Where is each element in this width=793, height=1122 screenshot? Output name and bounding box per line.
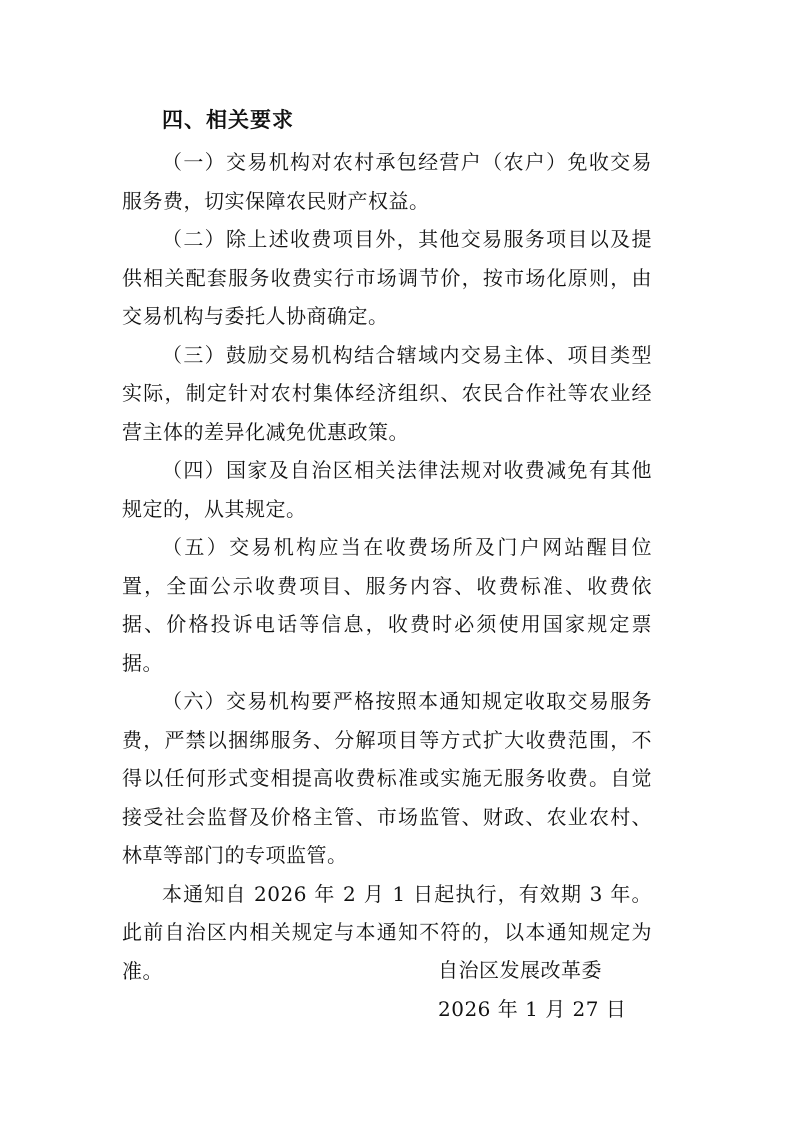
paragraph-item-3: （三）鼓励交易机构结合辖域内交易主体、项目类型实际，制定针对农村集体经济组织、农民合作社等农业经营主体的差异化减免优惠政策。 xyxy=(122,342,652,444)
paragraph-item-2: （二）除上述收费项目外，其他交易服务项目以及提供相关配套服务收费实行市场调节价，按市场化原则，由交易机构与委托人协商确定。 xyxy=(122,227,652,328)
paragraph-item-6: （六）交易机构要严格按照本通知规定收取交易服务费，严禁以捆绑服务、分解项目等方式扩大收费范围，不得以任何形式变相提高收费标准或实施无服务收费。自觉接受社会监督及价格主管、市场监管、财政、农业农村、林草等部门的专项监管。 xyxy=(122,689,652,867)
document-body xyxy=(122,143,652,990)
issue-date: 2026 年 1 月 27 日 xyxy=(438,997,627,1021)
signature-block xyxy=(438,951,638,1029)
paragraph-item-5: （五）交易机构应当在收费场所及门户网站醒目位置，全面公示收费项目、服务内容、收费标准、收费依据、价格投诉电话等信息，收费时必须使用国家规定票据。 xyxy=(122,535,652,675)
paragraph-item-4: （四）国家及自治区相关法律法规对收费减免有其他规定的，从其规定。 xyxy=(122,458,652,521)
effective-date-paragraph: 本通知自 2026 年 2 月 1 日起执行，有效期 3 年。此前自治区内相关规定与本通知不符的，以本通知规定为准。 xyxy=(122,881,652,983)
section-heading: 四、相关要求 xyxy=(162,108,294,132)
paragraph-item-1: （一）交易机构对农村承包经营户（农户）免收交易服务费，切实保障农民财产权益。 xyxy=(122,150,652,213)
issuer-name: 自治区发展改革委 xyxy=(438,958,602,982)
